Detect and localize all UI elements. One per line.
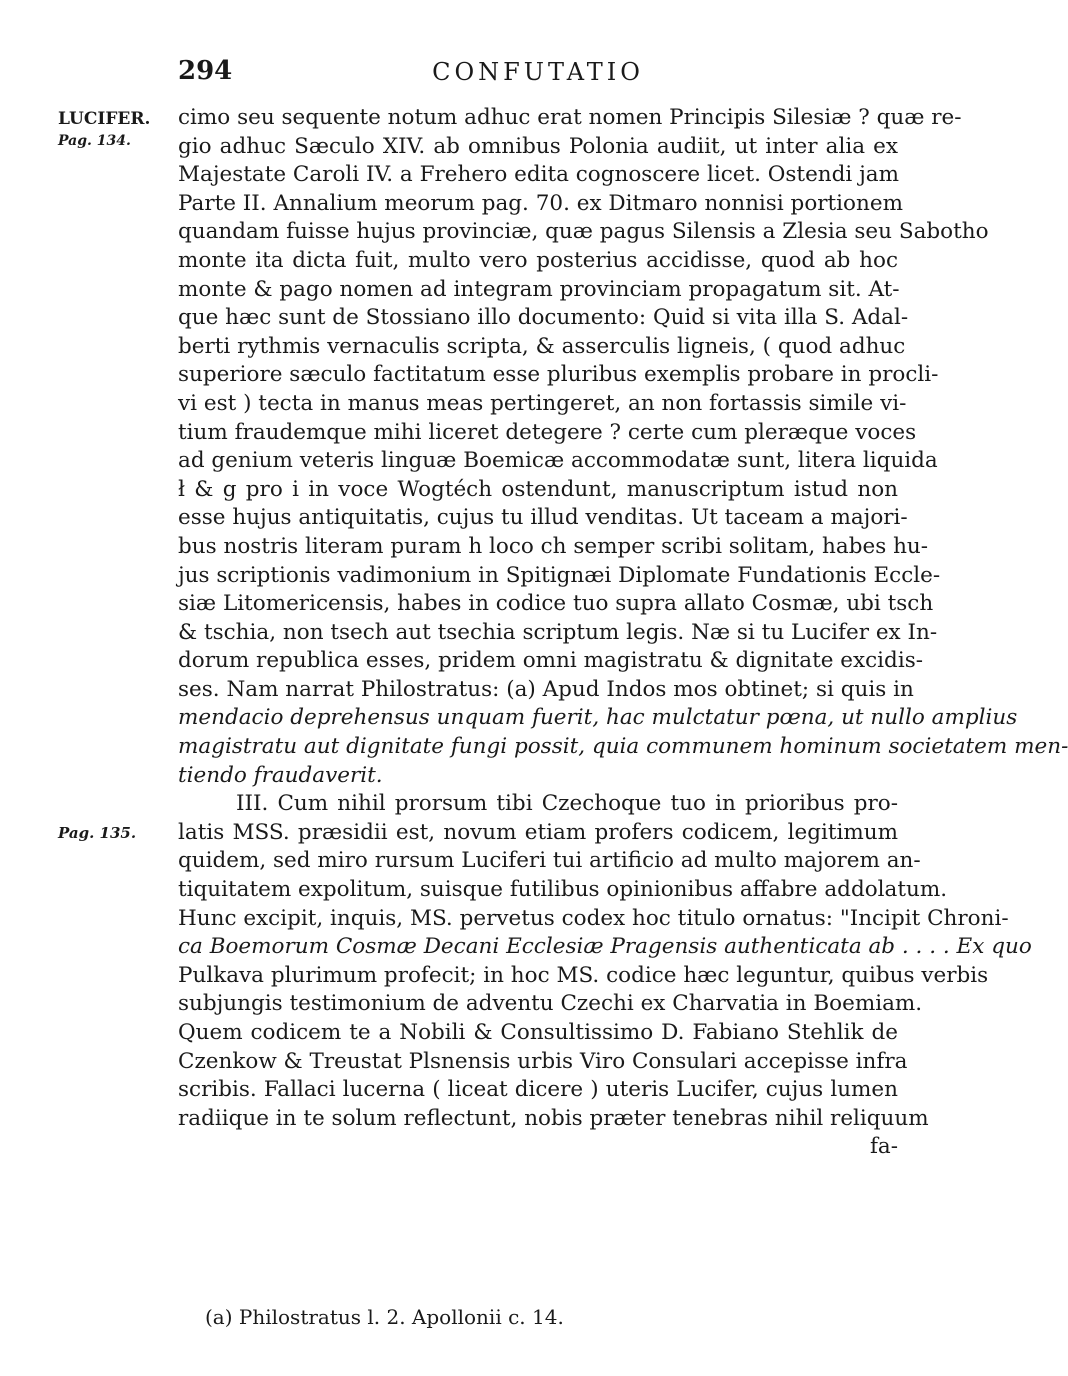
text-line: Majestate Caroli IV. a Frehero edita cognoscere licet. Ostendi jam [178,162,899,188]
text-line: tium fraudemque mihi liceret detegere ? certe cum pleræque voces [178,419,917,445]
text-line: jus scriptionis vadimonium in Spitignæi Diplomate Fundationis Eccle- [178,562,941,588]
text-line: ad genium veteris linguæ Boemicæ accommodatæ sunt, litera liquida [178,448,938,474]
text-line: & tschia, non tsech aut tsechia scriptum legis. Næ si tu Lucifer ex In- [178,619,938,645]
text-line: Quem codicem te a Nobili & Consultissimo D. Fabiano Stehlik de [178,1020,898,1045]
text-line: bus nostris literam puram h loco ch semper scribi solitam, habes hu- [178,533,929,559]
page-header [178,56,898,92]
text-line: monte & pago nomen ad integram provinciam propagatum sit. At- [178,276,900,302]
text-line: dorum republica esses, pridem omni magistratu & dignitate excidis- [178,648,923,674]
quote-line: ca Boemorum Cosmæ Decani Ecclesiæ Pragensis authenticata ab . . . . Ex quo [178,934,1032,960]
quote-line: magistratu aut dignitate fungi possit, quia communem hominum societatem men- [178,734,1068,760]
margin-note-lucifer [58,108,150,152]
text-line: monte ita dicta fuit, multo vero posterius accidisse, quod ab hoc [178,247,898,273]
margin-note-lucifer-title: LUCIFER. [58,109,151,129]
body-text [178,104,1068,1162]
text-line: Parte II. Annalium meorum pag. 70. ex Ditmaro nonnisi portionem [178,190,903,216]
paragraph-start-line: III. Cum nihil prorsum tibi Czechoque tuo in prioribus pro- [236,791,898,817]
text-line: Pulkava plurimum profecit; in hoc MS. codice hæc leguntur, quibus verbis [178,962,989,988]
text-line: quidem, sed miro rursum Luciferi tui artificio ad multo majorem an- [178,848,921,874]
footnote: (a) Philostratus l. 2. Apollonii c. 14. [205,1305,564,1329]
text-line: tiquitatem expolitum, suisque futilibus opinionibus affabre addolatum. [178,877,948,903]
text-line: ses. Nam narrat Philostratus: (a) Apud Indos mos obtinet; si quis in [178,676,914,702]
quote-line: tiendo fraudaverit. [178,762,383,788]
text-line: subjungis testimonium de adventu Czechi ex Charvatia in Boemiam. [178,991,923,1017]
text-line: vi est ) tecta in manus meas pertingeret, an non fortassis simile vi- [178,390,907,416]
catchword: fa- [869,1134,898,1160]
text-line: quandam fuisse hujus provinciæ, quæ pagus Silensis a Zlesia seu Sabotho [178,219,989,245]
running-head: CONFUTATIO [432,58,644,86]
text-line: esse hujus antiquitatis, cujus tu illud venditas. Ut taceam a majori- [178,505,908,531]
text-line: latis MSS. præsidii est, novum etiam profers codicem, legitimum [178,819,898,845]
text-line: ł & g pro i in voce Wogtéch ostendunt, manuscriptum istud non [178,476,898,502]
text-line: radiique in te solum reflectunt, nobis præter tenebras nihil reliquum [178,1105,929,1131]
text-line: que hæc sunt de Stossiano illo documento: Quid si vita illa S. Adal- [178,305,909,331]
text-line: gio adhuc Sæculo XIV. ab omnibus Polonia audiit, ut inter alia ex [178,133,898,159]
text-line: Hunc excipit, inquis, MS. pervetus codex hoc titulo ornatus: "Incipit Chroni- [178,905,1009,931]
margin-note-lucifer-page: Pag. 134. [58,133,131,149]
text-line: siæ Litomericensis, habes in codice tuo supra allato Cosmæ, ubi tsch [178,591,934,617]
text-line: cimo seu sequente notum adhuc erat nomen Principis Silesiæ ? quæ re- [178,105,962,130]
text-line: superiore sæculo factitatum esse pluribus exemplis probare in procli- [178,362,939,388]
margin-note-page-135: Pag. 135. [58,824,137,842]
text-line: scribis. Fallaci lucerna ( liceat dicere ) uteris Lucifer, cujus lumen [178,1077,898,1103]
text-line: berti rythmis vernaculis scripta, & asserculis ligneis, ( quod adhuc [178,333,906,359]
page-number: 294 [178,56,233,86]
text-line: Czenkow & Treustat Plsnensis urbis Viro Consulari accepisse infra [178,1048,908,1074]
quote-line: mendacio deprehensus unquam fuerit, hac mulctatur pœna, ut nullo amplius [178,705,1018,731]
